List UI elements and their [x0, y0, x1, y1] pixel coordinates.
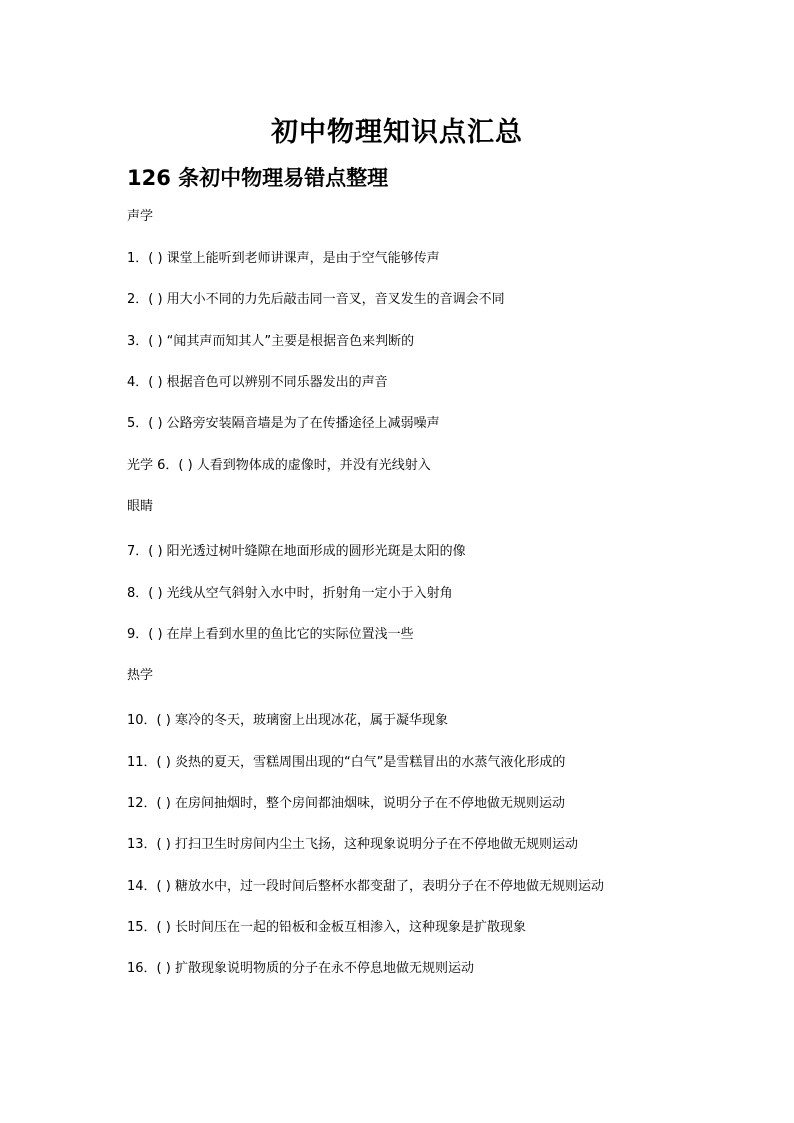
list-item-8: 8．( ) 光线从空气斜射入水中时，折射角一定小于入射角 — [127, 586, 453, 601]
list-item-14: 14．( ) 糖放水中，过一段时间后整杯水都变甜了，表明分子在不停地做无规则运动 — [127, 879, 604, 894]
section-heading-acoustics: 声学 — [127, 209, 154, 224]
list-item-1: 1．( ) 课堂上能听到老师讲课声，是由于空气能够传声 — [127, 251, 440, 266]
list-item-11: 11．( ) 炎热的夏天，雪糕周围出现的“白气”是雪糕冒出的水蒸气液化形成的 — [127, 755, 566, 770]
list-item-2: 2．( ) 用大小不同的力先后敲击同一音叉，音叉发生的音调会不同 — [127, 292, 505, 307]
page-title: 初中物理知识点汇总 — [271, 117, 523, 148]
list-item-13: 13．( ) 打扫卫生时房间内尘土飞扬，这种现象说明分子在不停地做无规则运动 — [127, 837, 578, 852]
section-heading-eyes: 眼睛 — [127, 499, 154, 514]
list-item-3: 3．( ) “闻其声而知其人”主要是根据音色来判断的 — [127, 334, 415, 349]
section-heading-thermal: 热学 — [127, 668, 154, 683]
list-item-6: 光学 6．( ) 人看到物体成的虚像时，并没有光线射入 — [127, 458, 431, 473]
list-item-5: 5．( ) 公路旁安装隔音墙是为了在传播途径上减弱噪声 — [127, 416, 440, 431]
list-item-9: 9．( ) 在岸上看到水里的鱼比它的实际位置浅一些 — [127, 627, 414, 642]
list-item-12: 12．( ) 在房间抽烟时，整个房间都油烟味，说明分子在不停地做无规则运动 — [127, 796, 565, 811]
list-item-15: 15．( ) 长时间压在一起的铅板和金板互相渗入，这种现象是扩散现象 — [127, 920, 526, 935]
list-item-7: 7．( ) 阳光透过树叶缝隙在地面形成的圆形光斑是太阳的像 — [127, 544, 466, 559]
list-item-4: 4．( ) 根据音色可以辨别不同乐器发出的声音 — [127, 375, 388, 390]
list-item-10: 10．( ) 寒冷的冬天，玻璃窗上出现冰花，属于凝华现象 — [127, 713, 448, 728]
list-item-16: 16．( ) 扩散现象说明物质的分子在永不停息地做无规则运动 — [127, 961, 474, 976]
page-subtitle: 126 条初中物理易错点整理 — [127, 166, 389, 190]
